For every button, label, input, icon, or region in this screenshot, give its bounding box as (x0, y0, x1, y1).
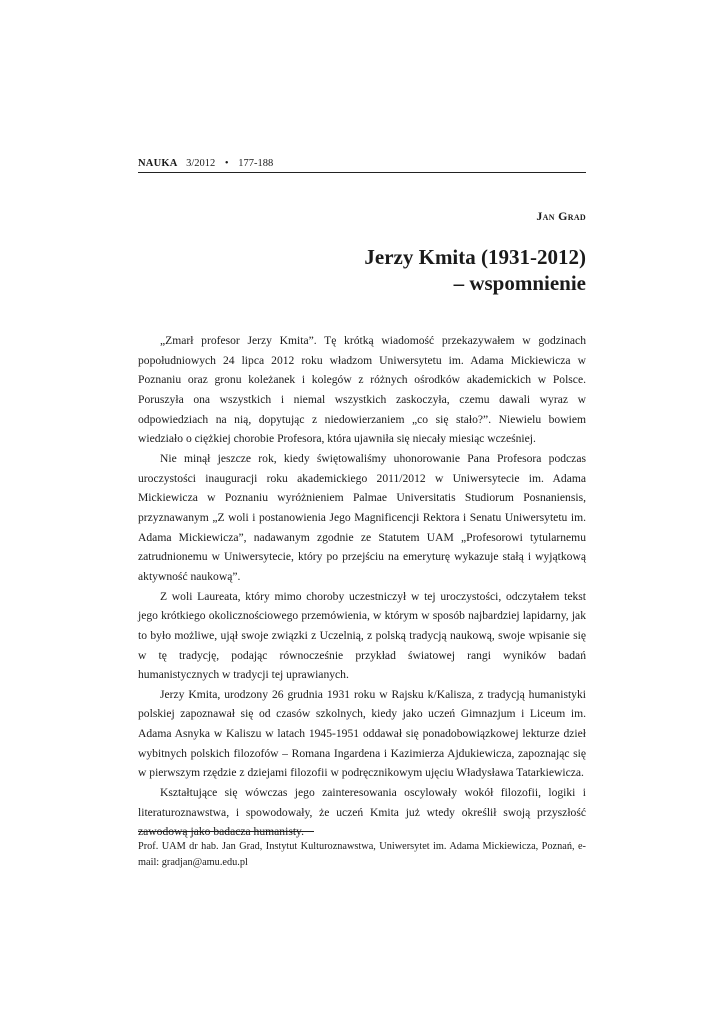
running-header (138, 156, 586, 173)
journal-issue: 3/2012 (186, 158, 216, 169)
article-body (138, 331, 586, 842)
title-line-2: – wspomnienie (453, 271, 586, 295)
paragraph: Kształtujące się wówczas jego zainteresowania oscylowały wokół filozofii, logiki i literaturoznawstwa, i spowodowały, że uczeń Kmita już wtedy określił swoją przyszłość zawodową jako badacza humanisty. (138, 786, 586, 839)
paragraph: Nie minął jeszcze rok, kiedy świętowaliśmy uhonorowanie Pana Profesora podczas uroczystości inauguracji roku akademickiego 2011/2012 w Uniwersytecie im. Adama Mickiewicza w Poznaniu wyróżnieniem Palmae Universitatis Studiorum Posnaniensis, przyznawanym „Z woli i postanowienia Jego Magnificencji Rektora i Senatu Uniwersytetu im. Adama Mickiewicza”, nadawanym zgodnie ze Statutem UAM „Profesorowi tytularnemu zatrudnionemu w Uniwersytecie, który po przejściu na emeryturę wykazuje stałą i wyjątkową aktywność naukową”. (138, 451, 586, 583)
header-separator: • (224, 158, 229, 169)
article-title (166, 244, 586, 296)
footnote-divider (138, 831, 314, 832)
author-name: Jan Grad (536, 209, 586, 223)
paragraph: „Zmarł profesor Jerzy Kmita”. Tę krótką wiadomość przekazywałem w godzinach popołudniowych 24 lipca 2012 roku władzom Uniwersytetu im. Adama Mickiewicza w Poznaniu oraz gronu koleżanek i kolegów z różnych ośrodków akademickich w Polsce. Poruszyła ona wszystkich i niemal wszystkich zaskoczyła, czemu dawali wyraz w odpowiedziach na nią, dopytując z niedowierzaniem „co się stało?”. Niewielu bowiem wiedziało o ciężkiej chorobie Profesora, która ujawniła się niecały miesiąc wcześniej. (138, 334, 586, 446)
title-line-1: Jerzy Kmita (1931-2012) (364, 245, 586, 269)
paragraph: Z woli Laureata, który mimo choroby uczestniczył w tej uroczystości, odczytałem tekst jego krótkiego okolicznościowego przemówienia, w którym w sposób najbardziej lapidarny, jak to było możliwe, ujął swoje związki z Uczelnią, z polską tradycją naukową, swoje wpisanie się w tę tradycję, podając równocześnie przykład światowej rangi wyników badań humanistycznych w tradycji tej uprawianych. (138, 589, 586, 682)
page-range: 177-188 (238, 158, 274, 169)
paragraph: Jerzy Kmita, urodzony 26 grudnia 1931 roku w Rajsku k/Kalisza, z tradycją humanistyki polskiej zapoznawał się od czasów szkolnych, kiedy jako uczeń Gimnazjum i Liceum im. Adama Asnyka w Kaliszu w latach 1945-1951 oddawał się ponadobowiązkowej lekturze dzieł wybitnych polskich filozofów – Romana Ingardena i Kazimierza Ajdukiewicza, zapoznając się w pierwszym rzędzie z dziejami filozofii w podręcznikowym ujęciu Władysława Tatarkiewicza. (138, 687, 586, 780)
author-footnote: Prof. UAM dr hab. Jan Grad, Instytut Kulturoznawstwa, Uniwersytet im. Adama Mickiewicza, Poznań, e-mail: gradjan@amu.edu.pl (138, 841, 586, 868)
journal-name: NAUKA (138, 158, 178, 169)
